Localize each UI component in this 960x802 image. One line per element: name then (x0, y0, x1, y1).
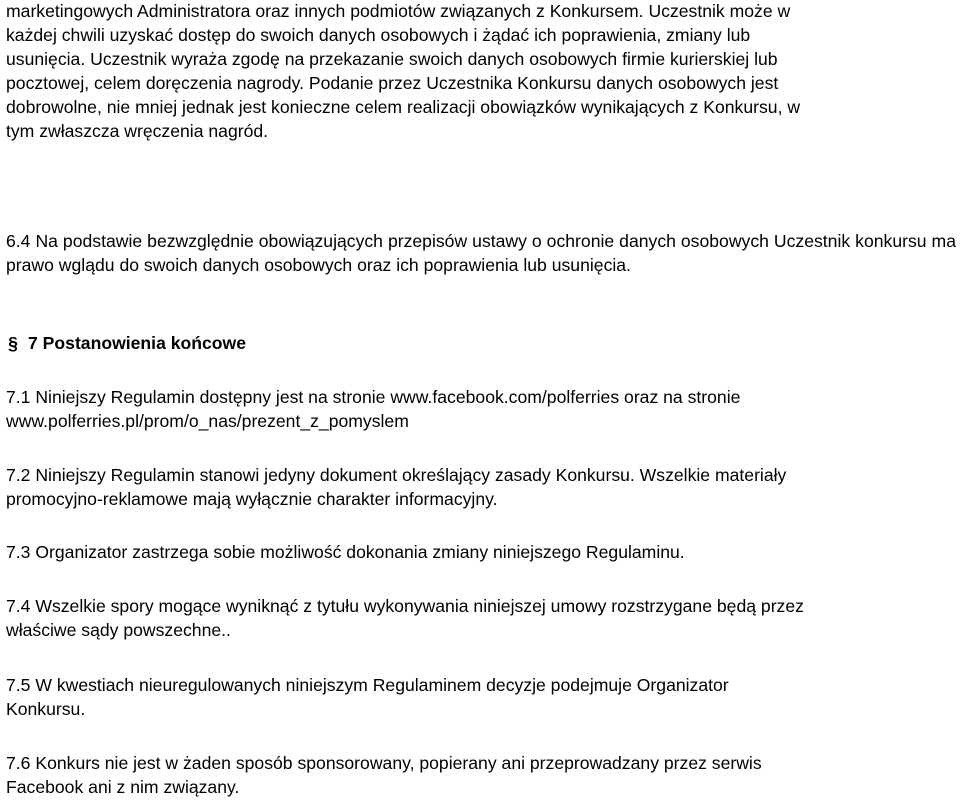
intro-paragraph (6, 0, 951, 143)
item-7-3 (6, 540, 960, 564)
item-line: 7.5 W kwestiach nieuregulowanych niniejszym Regulaminem decyzje podejmuje Organizator (6, 675, 729, 695)
item-line: 7.6 Konkurs nie jest w żaden sposób sponsorowany, popierany ani przeprowadzany przez serwis (6, 753, 762, 773)
item-7-5 (6, 673, 960, 721)
intro-line: usunięcia. Uczestnik wyraża zgodę na przekazanie swoich danych osobowych firmie kurierskiej lub (6, 49, 778, 69)
item-line: Konkursu. (6, 699, 86, 719)
item-line: 7.4 Wszelkie spory mogące wyniknąć z tytułu wykonywania niniejszej umowy rozstrzygane będą przez (6, 596, 804, 616)
section-7-heading (6, 331, 246, 355)
item-line: 7.3 Organizator zastrzega sobie możliwość dokonania zmiany niniejszego Regulaminu. (6, 542, 685, 562)
item-line: promocyjno-reklamowe mają wyłącznie charakter informacyjny. (6, 489, 498, 509)
section-sign-icon: § (8, 333, 18, 353)
section-7-heading-text: 7 Postanowienia końcowe (28, 333, 247, 353)
item-7-6 (6, 751, 960, 799)
item-line: właściwe sądy powszechne.. (6, 620, 231, 640)
item-7-2 (6, 463, 960, 511)
item-line: www.polferries.pl/prom/o_nas/prezent_z_pomyslem (6, 411, 409, 431)
intro-line: dobrowolne, nie mniej jednak jest konieczne celem realizacji obowiązków wynikających z Konkursu, w (6, 97, 801, 117)
item-7-1 (6, 385, 960, 433)
item-line: 7.1 Niniejszy Regulamin dostępny jest na stronie www.facebook.com/polferries oraz na stronie (6, 387, 741, 407)
intro-line: tym zwłaszcza wręczenia nagród. (6, 121, 269, 141)
intro-line: każdej chwili uzyskać dostęp do swoich danych osobowych i żądać ich poprawienia, zmiany lub (6, 25, 751, 45)
section-6-4-paragraph: 6.4 Na podstawie bezwzględnie obowiązujących przepisów ustawy o ochronie danych osobowych Uczestnik konkursu ma prawo wglądu do swoich danych osobowych oraz ich poprawienia lub usunięcia. (6, 231, 956, 275)
item-line: 7.2 Niniejszy Regulamin stanowi jedyny dokument określający zasady Konkursu. Wszelkie materiały (6, 465, 787, 485)
item-line: Facebook ani z nim związany. (6, 777, 240, 797)
intro-line: marketingowych Administratora oraz innych podmiotów związanych z Konkursem. Uczestnik może w (6, 1, 791, 21)
item-7-4 (6, 594, 960, 642)
intro-line: pocztowej, celem doręczenia nagrody. Podanie przez Uczestnika Konkursu danych osobowych jest (6, 73, 779, 93)
